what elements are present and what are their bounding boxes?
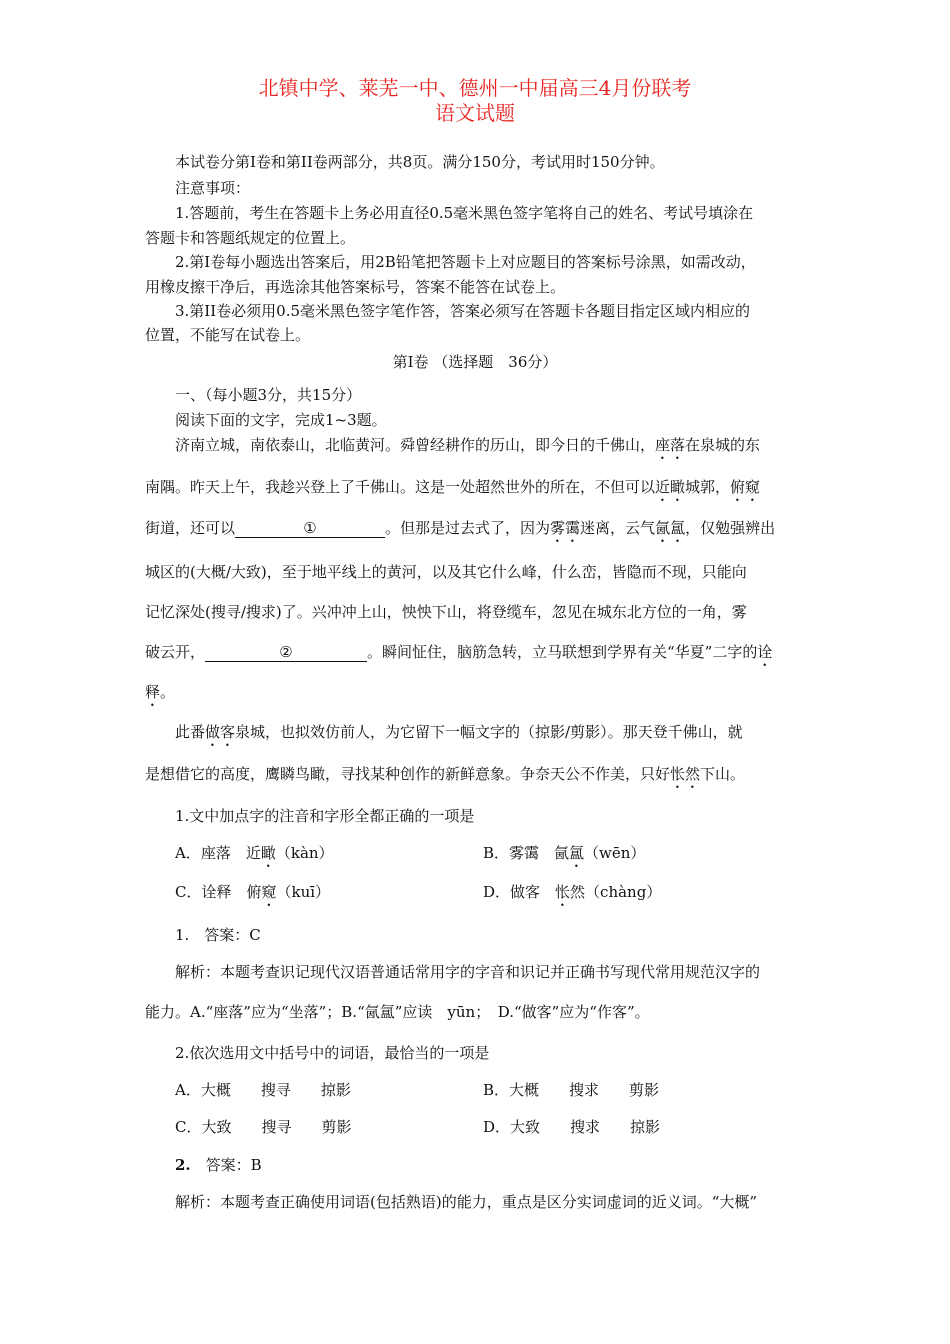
q1-analysis-line1: 解析：本题考查识记现代汉语普通话常用字的字音和识记并正确书写现代常用规范汉字的: [175, 963, 761, 981]
passage-line-9: 是想借它的高度，鹰瞵鸟瞰，寻找某种创作的新鲜意象。争奈天公不作美，只好怅然下山。: [145, 765, 746, 783]
q1-stem: 1.文中加点字的注音和字形全都正确的一项是: [175, 807, 475, 825]
notice-1-line1: 1.答题前，考生在答题卡上务必用直径0.5毫米黑色签字笔将自己的姓名、考试号填涂在: [175, 204, 754, 222]
part1-instruction: 阅读下面的文字，完成1~3题。: [175, 411, 387, 429]
intro-line: 本试卷分第I卷和第II卷两部分，共8页。满分150分，考试用时150分钟。: [175, 153, 665, 171]
q2-option-b: B．大概 搜求 剪影: [483, 1081, 660, 1099]
notice-2-line1: 2.第I卷每小题选出答案后，用2B铅笔把答题卡上对应题目的答案标号涂黑，如需改动，: [175, 253, 756, 271]
dotted-word: 近瞰: [655, 478, 686, 496]
part1-heading: 一、（每小题3分，共15分）: [175, 386, 362, 404]
q2-option-a: A．大概 搜寻 掠影: [175, 1081, 351, 1099]
fill-blank-1: ①: [235, 519, 385, 538]
passage-line-1: 济南立城，南依泰山，北临黄河。舜曾经耕作的历山，即今日的千佛山，座落在泉城的东: [175, 436, 761, 454]
q1-options-row2: [175, 882, 845, 910]
exam-title: 北镇中学、莱芜一中、德州一中届高三4月份联考: [258, 76, 692, 100]
dotted-word: 氤氲: [655, 519, 686, 537]
dotted-word: 诠: [757, 643, 773, 661]
notice-2-line2: 用橡皮擦干净后，再选涂其他答案标号，答案不能答在试卷上。: [145, 278, 566, 296]
passage-line-2: 南隅。昨天上午，我趁兴登上了千佛山。这是一处超然世外的所在，不但可以近瞰城郭，俯窥: [145, 478, 761, 496]
q2-option-d: D．大致 搜求 掠影: [483, 1118, 661, 1136]
dotted-word: 座落: [655, 436, 686, 454]
q2-stem: 2.依次选用文中括号中的词语，最恰当的一项是: [175, 1044, 490, 1062]
q1-options-row1: [175, 843, 845, 871]
q1-option-d: D．做客 怅然（chàng）: [483, 883, 662, 901]
notice-heading: 注意事项：: [175, 179, 251, 197]
dotted-word: 俯窥: [730, 478, 761, 496]
notice-3-line1: 3.第II卷必须用0.5毫米黑色签字笔作答，答案必须写在答题卡各题目指定区域内相应的: [175, 302, 751, 320]
dotted-word: 做客: [205, 723, 236, 741]
exam-subtitle: 语文试题: [435, 101, 515, 125]
notice-3-line2: 位置，不能写在试卷上。: [145, 326, 311, 344]
passage-line-3: 街道，还可以 ① 。但那是过去式了，因为雾霭迷离，云气氤氲，仅勉强辨出: [145, 519, 776, 537]
q1-option-a: A．座落 近瞰（kàn）: [175, 844, 334, 862]
passage-line-7: 释。: [145, 683, 176, 701]
q2-answer: 2. 答案：B: [175, 1156, 262, 1174]
dotted-word: 雾霭: [550, 519, 581, 537]
passage-line-4: 城区的(大概/大致)，至于地平线上的黄河，以及其它什么峰，什么峦，皆隐而不现，只能向: [145, 563, 747, 581]
notice-1-line2: 答题卡和答题纸规定的位置上。: [145, 229, 356, 247]
q2-option-c: C．大致 搜寻 剪影: [175, 1118, 352, 1136]
passage-line-5: 记忆深处(搜寻/搜求)了。兴冲冲上山，怏怏下山，将登缆车，忽见在城东北方位的一角，雾: [145, 603, 747, 621]
q1-answer: 1. 答案：C: [175, 926, 261, 944]
section-header: 第I卷 （选择题 36分）: [392, 353, 558, 371]
passage-line-6: 破云开， ② 。瞬间怔住，脑筋急转，立马联想到学界有关“华夏”二字的诠: [145, 643, 773, 661]
dotted-word: 释: [145, 683, 161, 701]
q2-analysis-line1: 解析：本题考查正确使用词语(包括熟语)的能力，重点是区分实词虚词的近义词。“大概”: [175, 1193, 758, 1211]
q1-option-b: B．雾霭 氤氲（wēn）: [483, 844, 646, 862]
dotted-word: 怅然: [670, 765, 701, 783]
passage-line-8: 此番做客泉城，也拟效仿前人，为它留下一幅文字的（掠影/剪影）。那天登千佛山，就: [175, 723, 743, 741]
q2-options-row1: [175, 1080, 845, 1100]
q1-option-c: C．诠释 俯窥（kuī）: [175, 883, 331, 901]
q2-options-row2: [175, 1117, 845, 1137]
q1-analysis-line2: 能力。A.“座落”应为“坐落”；B.“氤氲”应读 yūn； D.“做客”应为“作客”。: [145, 1003, 650, 1021]
fill-blank-2: ②: [205, 643, 367, 662]
